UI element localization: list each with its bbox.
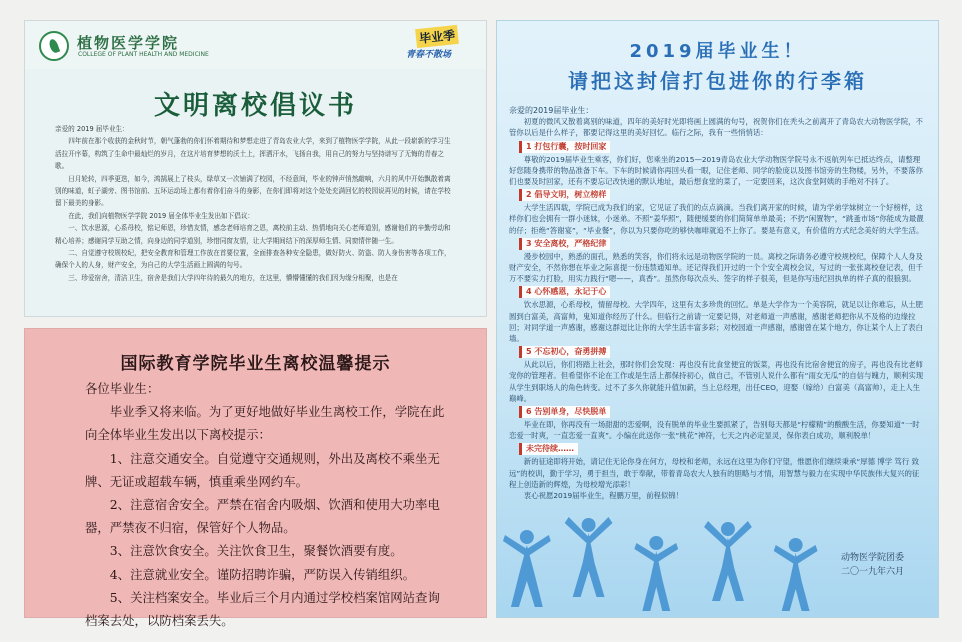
intro: 初夏的微风又散着离别的味道，四年的美好时光即将画上圆满的句号，祝贺你们在秃头之前离开了青岛农大动物医学院，不管你以后是什么样子，都要记得这里的美好回忆。临行之际，我有一些悄悄话： [509,117,923,138]
paragraph: 日月轮转，四季更迭，如今，鸿鹄展上了枝头，绿草又一次铺满了校园，不经意间，毕业的钟声悄然敲响，六月的风中开始飘散着离别的味道，虹子湖旁、图书馆前、五环运动场上都有着你们奋斗的身影，在你们即将对这个处处充满回忆的校园说再见的时候，请在学校留下最美的身影。 [55,174,451,208]
paragraph: 四年前在那个收获的金秋时节，朝气蓬勃的你们怀着期待和梦想走进了青岛农业大学，来到了植物医学学院，从此一段崭新的学习生活拉开序幕，构筑了生命中最灿烂的岁月，在这片培育梦想的沃土上，挥洒汗水，飞扬自我，用自己的努力与坚持谱写了无悔的青春之歌。 [55,137,451,171]
tip-item: 3、注意饮食安全。关注饮食卫生，聚餐饮酒要有度。 [109,543,403,559]
college-logo-icon [39,31,69,61]
section-text: 从此以后，你们将踏上社会，那时你们会发现：再也没有比食堂便宜的饭菜，再也没有比宿舍便宜的房子，再也没有比老师宠你的管理者。但希望你不论在工作或是生活上都保持初心，做自己，不管别人说什么都有“雨女无瓜”的自信与魄力，顺利实现从学生到职场人的角色转变。过不了多久你就能升值加薪，当上总经理，出任CEO，迎娶（嫁给）白富美（高富帅），走上人生巅峰。 [509,360,924,403]
salutation: 各位毕业生： [85,381,160,396]
salutation: 亲爱的 2019 届毕业生： [55,125,129,133]
section-heading: 3 安全离校，严格纪律 [519,238,610,250]
signature-block [841,551,904,579]
wish: 衷心祝愿2019届毕业生，程鹏万里，前程似锦！ [523,491,684,501]
badge-line1: 毕业季 [415,25,459,48]
letter-body [509,105,924,501]
document-title: 文明离校倡议书 [153,91,357,121]
tip-item: 5、关注档案安全。毕业后三个月内通过学校档案馆网站查询档案去处，以防档案丢失。 [85,589,440,629]
vet-letter-panel [496,20,939,618]
intro: 毕业季又将来临。为了更好地做好毕业生离校工作，学院在此向全体毕业生发出以下离校提示： [85,404,445,443]
letter-title-line1: 2019届毕业生！ [629,41,806,62]
section-text: 尊敬的2019届毕业生乘客，你们好，您乘坐的2015—2019青岛农业大学动物医学院号永不返航列车已抵达终点，请整理好您随身携带的物品准备下车。下车的时候请你再回头看一眼，记住老师、同学的脸庞以及图书馆旁的生物楼，另外，不要落你们也要及时回家，还有不要忘记改快递的默认地址，最后想食堂的菜了，一定要回来，这次食堂阿姨的手绝对不抖了。 [509,154,923,187]
section-text: 饮水思源，心系母校，情留母校。大学四年，这里有太多珍贵的回忆。单是大学作为一个美容院，就足以让你难忘，从土肥圆到白富美，高富帅，鬼知道你经历了什么。但临行之前请一定要记得，对老师道一声感谢，感谢老师把你从不及格的边缘拉回；对同学道一声感谢，感谢这群逗比让你的大学生活丰富多彩；对校园道一声感谢，感谢曾在某个地方，你让某个人上了表白墙。 [509,300,923,344]
badge-line2: 青春不散场 [406,50,452,60]
graduation-badge [400,27,472,67]
section-heading: 6 告别单身，尽快脱单 [519,406,610,418]
tips-body [85,377,446,632]
panel-header [25,21,486,69]
unfinished-tag: 未完待续…… [519,443,578,455]
botany-letter-panel [24,20,487,317]
section-heading: 5 不忘初心，奋勇拼搏 [519,346,610,358]
signature-org: 动物医学院团委 [840,553,904,563]
tip-item: 2、注意宿舍安全。严禁在宿舍内吸烟、饮酒和使用大功率电器，严禁夜不归宿，保管好个人物品。 [85,497,440,536]
section-text: 毕业在即，你再没有一场甜甜的恋爱啊，没有脱单的毕业生要抓紧了，告别每天都是“柠檬精”的酸酸生活，你要知道“一时恋爱一时爽，一直恋爱一直爽”。小编在此送你一张“桃花”神符，七天之内必定显灵，保你表白成功，顺利脱单！ [509,420,920,441]
section-text: 大学生活四载，学院已成为我们的家，它见证了我们的点点滴滴。当我们离开家的时候，请为学弟学妹树立一个好榜样，这样你们也会拥有一群小迷妹，小迷弟。不照“姜华照”，随便缓要的你们简简单单最美；不扔“闲置物”，“跳蚤市场”你能成为最靓的仔；拒绝“答谢宴”，“毕业餐”，你以为只要你吃的够快咖啡就追不上你了。要是有意义，有价值的方式纪念美好的大学生活。 [509,203,924,235]
paragraph: 二、自觉遵守校规校纪，把安全教育和管理工作放在首要位置，全面排查各种安全隐患，做好防火、防盗、防人身伤害等各项工作，确保个人的人身，财产安全，为自己的大学生活画上圆满的句号。 [55,249,451,270]
tips-title: 国际教育学院毕业生离校温馨提示 [120,354,391,374]
college-name: 植物医学学院 [77,34,180,52]
closing: 新的征途即将开始，请记住无论你身在何方，母校和老师，永远在这里为你们守望，惟愿你们继续秉承“厚德 博学 笃行 致远”的校训，勤于学习，勇于担当，敢于奉献，带着青岛农大人独有的胆略与才情，用智慧与毅力在实现中华民族伟大复兴的征程上创造新的辉煌，为母校增光添彩！ [509,457,920,489]
signature-date: 二〇一九年六月 [840,567,904,577]
document-body [55,123,456,284]
paragraph: 在此，我们向植物医学学院 2019 届全体毕业生发出如下倡议： [68,211,255,220]
section-heading: 2 倡导文明，树立榜样 [519,189,610,201]
salutation: 亲爱的2019届毕业生： [509,106,594,115]
tip-item: 4、注意就业安全。谨防招聘诈骗，严防误入传销组织。 [109,566,416,582]
section-text: 漫步校园中，熟悉的面孔，熟悉的笑容，你们将永远是动物医学院的一员。离校之际请务必遵守校规校纪，保障个人人身及财产安全，不然你想在毕业之际喜提一份违禁通知单。还记得我们开过的一个个安全离校会议，写过的一张张离校登记表，但千万不要实力打脸，用实力践行“嗯——，真香”。虽然你每次点头、签字的样子很美，但是你写违纪回执单的样子真的很狼狈。 [509,251,923,284]
ie-tips-panel [24,328,487,629]
paragraph: 三、珍爱宿舍，清洁卫生，宿舍是我们大学四年待的最久的地方，在这里，懵懵懂懂的我们因为缘分相聚，也是在 [68,273,398,282]
college-name-en: COLLEGE OF PLANT HEALTH AND MEDICINE [78,51,209,58]
section-heading: 4 心怀感恩，永记于心 [519,286,610,298]
section-heading: 1 打包行囊，按时回家 [519,141,610,153]
paragraph: 一、饮水思源，心系母校，铭记师恩，珍惜友情，感念老师培育之恩，离校前主动、热情地向关心老师道别，感谢他们的辛勤劳动和精心培养；感谢同学互助之情，向身边的同学道别，珍惜同窗友情，让大学期间结下的深厚师生情、同窗情伴随一生。 [55,224,451,245]
tip-item: 1、注意交通安全。自觉遵守交通规则，外出及离校不乘坐无牌、无证或超载车辆，慎重乘坐网约车。 [85,450,440,489]
letter-title-line2: 请把这封信打包进你的行李箱 [568,69,867,93]
